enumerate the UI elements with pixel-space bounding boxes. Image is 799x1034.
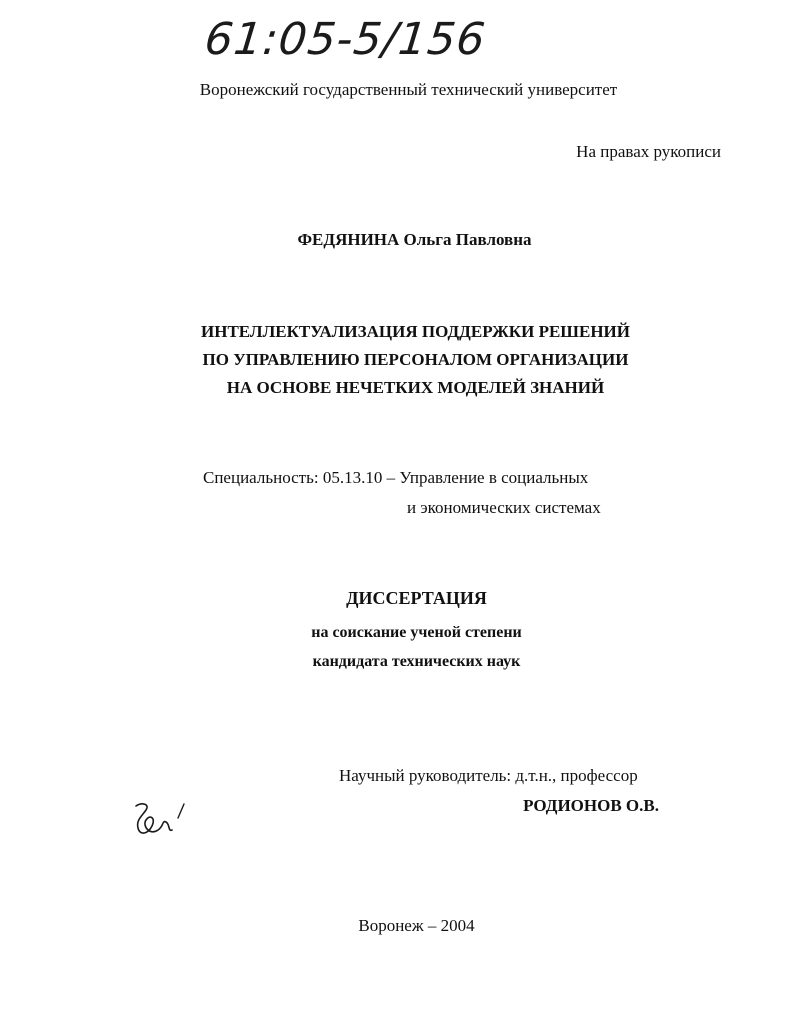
title-line-3: НА ОСНОВЕ НЕЧЕТКИХ МОДЕЛЕЙ ЗНАНИЙ xyxy=(226,378,605,397)
title-line-1: ИНТЕЛЛЕКТУАЛИЗАЦИЯ ПОДДЕРЖКИ РЕШЕНИЙ xyxy=(201,322,630,341)
dissertation-heading: ДИССЕРТАЦИЯ xyxy=(346,588,487,608)
degree-line-1: на соискание ученой степени xyxy=(311,624,522,641)
specialty-line-2: и экономических системах xyxy=(407,498,601,517)
specialty-line-1: Специальность: 05.13.10 – Управление в социальных xyxy=(203,468,589,487)
degree-line-2: кандидата технических наук xyxy=(312,653,521,670)
title-line-2: ПО УПРАВЛЕНИЮ ПЕРСОНАЛОМ ОРГАНИЗАЦИИ xyxy=(202,350,629,369)
supervisor-label: Научный руководитель: д.т.н., профессор xyxy=(339,766,638,785)
degree-block xyxy=(0,618,799,676)
supervisor-name: РОДИОНОВ О.В. xyxy=(523,796,659,815)
handwritten-catalog-number: 61:05-5/156 xyxy=(202,14,489,65)
manuscript-rights-note: На правах рукописи xyxy=(576,142,721,161)
university-name: Воронежский государственный технический университет xyxy=(199,80,618,99)
handwritten-signature xyxy=(128,796,198,846)
author-name: ФЕДЯНИНА Ольга Павловна xyxy=(297,230,532,249)
city-and-year: Воронеж – 2004 xyxy=(358,916,475,935)
dissertation-title xyxy=(0,318,799,402)
